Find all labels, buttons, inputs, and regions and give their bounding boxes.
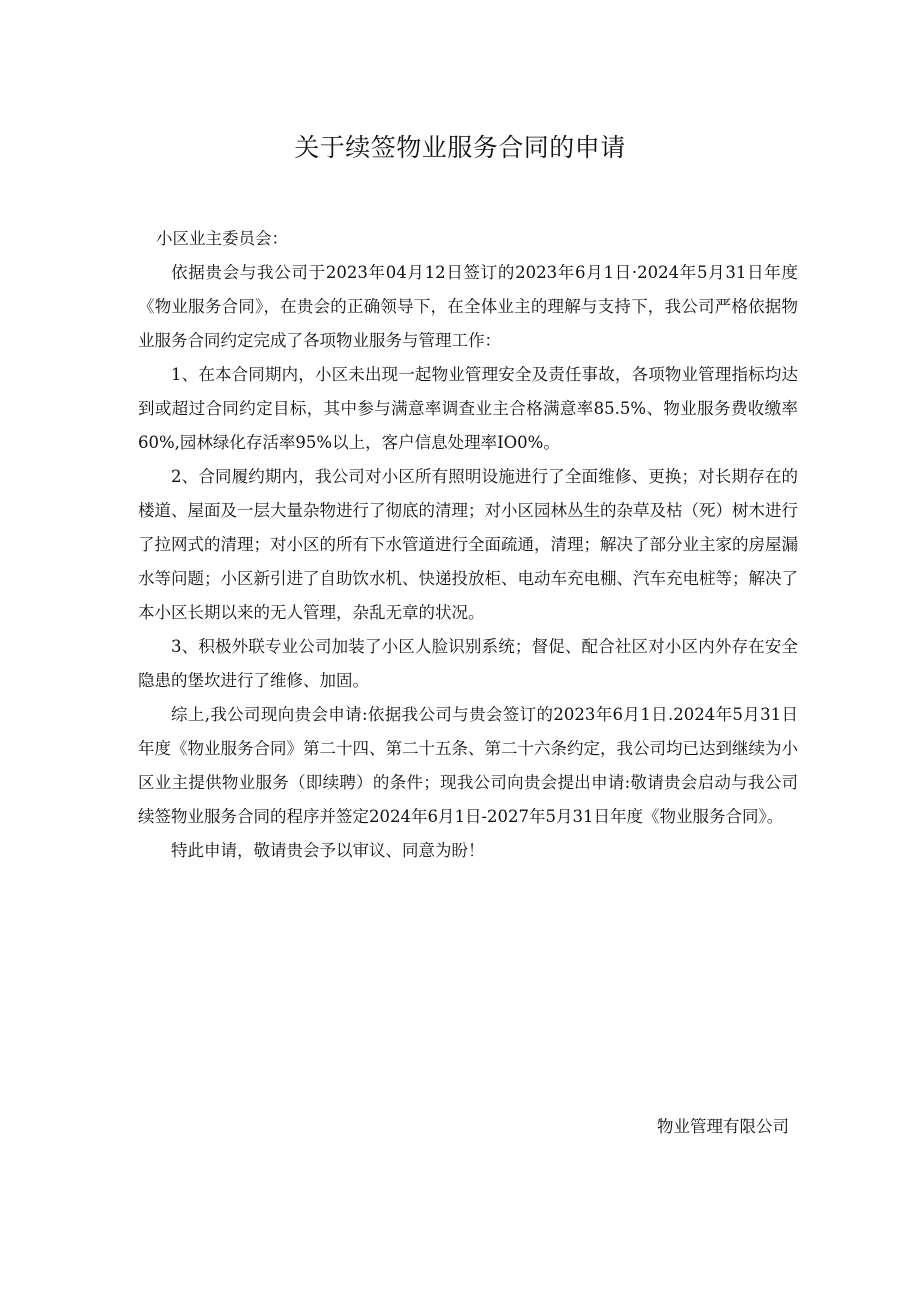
paragraph-item-1: 1、在本合同期内，小区未出现一起物业管理安全及责任事故，各项物业管理指标均达到或超过合同约定目标，其中参与满意率调查业主合格满意率85.5%、物业服务费收缴率60%,园林绿化存活率95%以上，客户信息处理率IO0%。	[138, 365, 798, 452]
paragraph-summary: 综上,我公司现向贵会申请:依据我公司与贵会签订的2023年6月1日.2024年5月31日年度《物业服务合同》第二十四、第二十五条、第二十六条约定，我公司均已达到继续为小区业主提供物业服务（即续聘）的条件；现我公司向贵会提出申请:敬请贵会启动与我公司续签物业服务合同的程序并签定2024年6月1日-2027年5月31日年度《物业服务合同》。	[138, 705, 798, 826]
signature-company: 物业管理有限公司	[657, 1117, 789, 1136]
paragraph-closing: 特此申请，敬请贵会予以审议、同意为盼！	[171, 841, 485, 860]
document-body	[138, 222, 798, 868]
paragraph-item-3: 3、积极外联专业公司加装了小区人脸识别系统；督促、配合社区对小区内外存在安全隐患的堡坎进行了维修、加固。	[138, 637, 798, 690]
salutation: 小区业主委员会：	[156, 229, 288, 248]
paragraph-item-2: 2、合同履约期内，我公司对小区所有照明设施进行了全面维修、更换；对长期存在的楼道、屋面及一层大量杂物进行了彻底的清理；对小区园林丛生的杂草及枯（死）树木进行了拉网式的清理；对小区的所有下水管道进行全面疏通，清理；解决了部分业主家的房屋漏水等问题；小区新引进了自助饮水机、快递投放柜、电动车充电棚、汽车充电桩等；解决了本小区长期以来的无人管理，杂乱无章的状况。	[138, 467, 798, 622]
document-title: 关于续签物业服务合同的申请	[294, 133, 626, 162]
paragraph-intro: 依据贵会与我公司于2023年04月12日签订的2023年6月1日·2024年5月31日年度《物业服务合同》，在贵会的正确领导下，在全体业主的理解与支持下，我公司严格依据物业服务合同约定完成了各项物业服务与管理工作：	[138, 263, 798, 350]
